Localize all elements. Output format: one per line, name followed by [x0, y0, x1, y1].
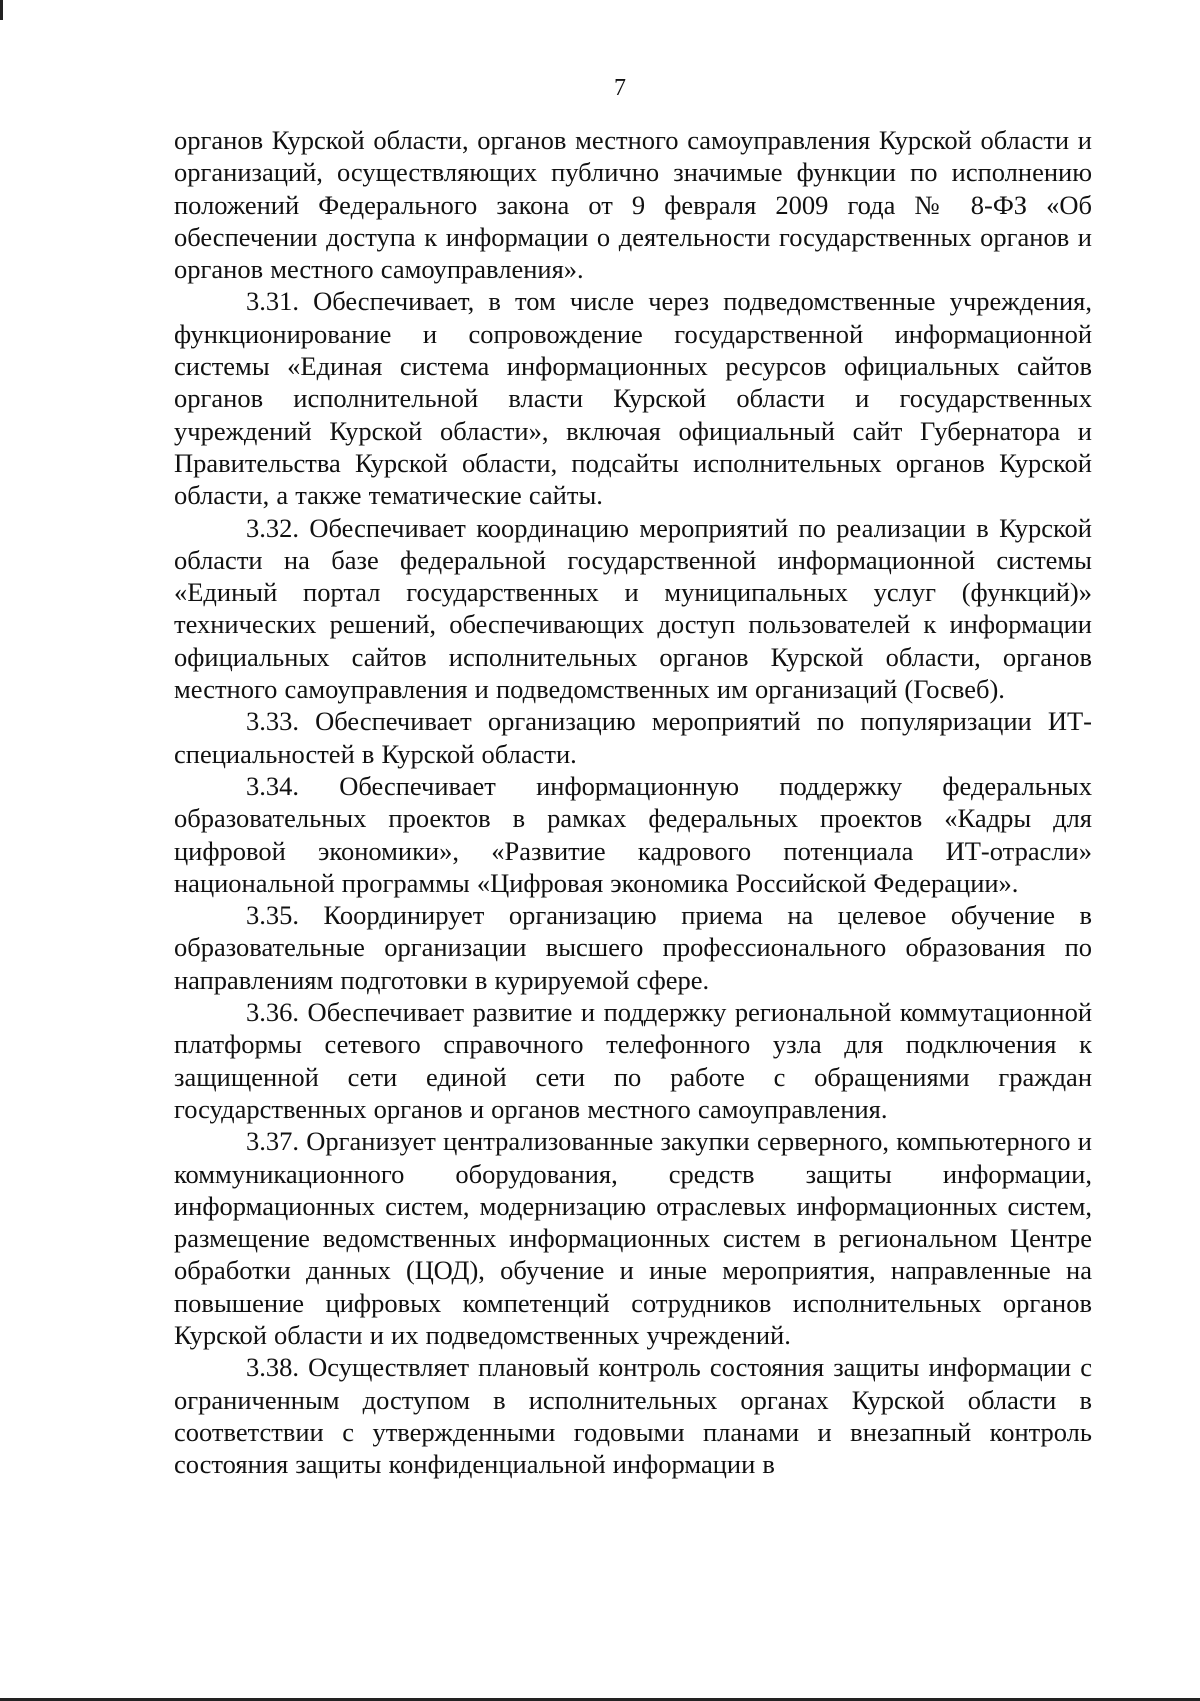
paragraph-3-34: 3.34. Обеспечивает информационную поддержку федеральных образовательных проектов в рамках федеральных проектов «Кадры для цифровой экономики», «Развитие кадрового потенциала ИТ-отрасли» национальной программы «Цифровая экономика Российской Федерации».: [174, 770, 1092, 898]
document-body: [174, 124, 1092, 1480]
paragraph-3-33: 3.33. Обеспечивает организацию мероприятий по популяризации ИТ-специальностей в Курской области.: [174, 706, 1092, 769]
paragraph-3-32: 3.32. Обеспечивает координацию мероприятий по реализации в Курской области на базе федеральной государственной информационной системы «Единый портал государственных и муниципальных услуг (функций)» технических решений, обеспечивающих доступ пользователей к информации официальных сайтов исполнительных органов Курской области, органов местного самоуправления и подведомственных им организаций (Госвеб).: [174, 512, 1092, 705]
paragraph-continuation: органов Курской области, органов местного самоуправления Курской области и организаций, осуществляющих публично значимые функции по исполнению положений Федерального закона от 9 февраля 2009 года № 8-ФЗ «Об обеспечении доступа к информации о деятельности государственных органов и органов местного самоуправления».: [174, 125, 1092, 285]
scan-edge-left: [0, 0, 3, 20]
page-number: 7: [614, 75, 626, 101]
paragraph-3-31: 3.31. Обеспечивает, в том числе через подведомственные учреждения, функционирование и сопровождение государственной информационной системы «Единая система информационных ресурсов официальных сайтов органов исполнительной власти Курской области и государственных учреждений Курской области», включая официальный сайт Губернатора и Правительства Курской области, подсайты исполнительных органов Курской области, а также тематические сайты.: [174, 286, 1092, 511]
paragraph-3-37: 3.37. Организует централизованные закупки серверного, компьютерного и коммуникационного оборудования, средств защиты информации, информационных систем, модернизацию отраслевых информационных систем, размещение ведомственных информационных систем в региональном Центре обработки данных (ЦОД), обучение и иные мероприятия, направленные на повышение цифровых компетенций сотрудников исполнительных органов Курской области и их подведомственных учреждений.: [174, 1126, 1092, 1350]
paragraph-3-36: 3.36. Обеспечивает развитие и поддержку региональной коммутационной платформы сетевого справочного телефонного узла для подключения к защищенной сети единой сети по работе с обращениями граждан государственных органов и органов местного самоуправления.: [174, 997, 1092, 1124]
paragraph-3-35: 3.35. Координирует организацию приема на целевое обучение в образовательные организации высшего профессионального образования по направлениям подготовки в курируемой сфере.: [174, 900, 1092, 995]
paragraph-3-38: 3.38. Осуществляет плановый контроль состояния защиты информации с ограниченным доступом в исполнительных органах Курской области в соответствии с утвержденными годовыми планами и внезапный контроль состояния защиты конфиденциальной информации в: [174, 1352, 1092, 1480]
